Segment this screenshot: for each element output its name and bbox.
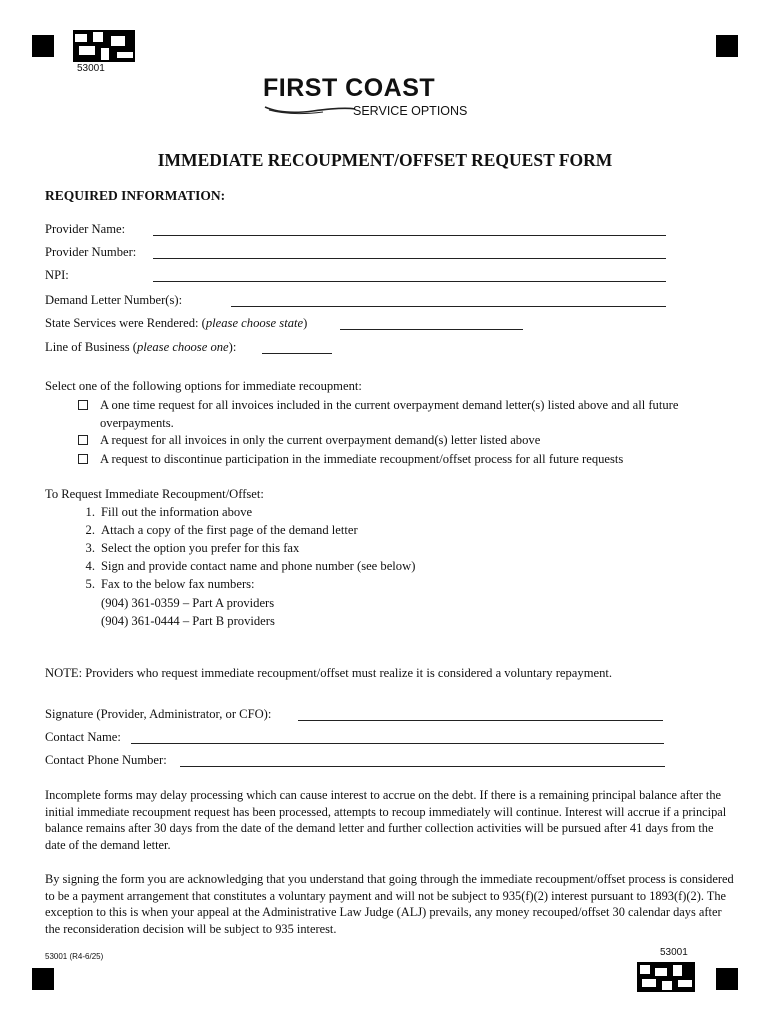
lob-label-italic: please choose one [137,340,229,354]
state-label-prefix: State Services were Rendered: ( [45,316,206,330]
step-2-text: Attach a copy of the first page of the demand letter [101,523,358,537]
provider-name-row [45,220,125,238]
option-3-checkbox[interactable] [78,454,88,464]
demand-letter-label: Demand Letter Number(s): [45,293,183,307]
line-of-business-select[interactable] [262,341,332,354]
fax-part-b: (904) 361-0444 – Part B providers [101,614,275,628]
registration-mark-top-right [716,35,738,57]
state-row [45,314,307,332]
barcode-bottom [637,962,695,992]
option-3-label: A request to discontinue participation in the immediate recoupment/offset process for all future requests [100,452,624,466]
state-label-suffix: ) [303,316,308,330]
form-code-top: 53001 [77,63,105,74]
form-title: IMMEDIATE RECOUPMENT/OFFSET REQUEST FORM [157,150,613,170]
form-code-bottom: 53001 [660,947,688,958]
step-3-text: Select the option you prefer for this fax [101,541,300,555]
line-of-business-row [45,338,236,356]
provider-number-row [45,243,136,261]
provider-name-label: Provider Name: [45,222,126,236]
options-intro: Select one of the following options for immediate recoupment: [45,379,362,393]
demand-letter-field[interactable] [231,294,666,307]
option-2-label: A request for all invoices in only the current overpayment demand(s) letter listed above [100,433,541,447]
step-3-number: 3. [85,541,95,555]
signature-field[interactable] [298,708,663,721]
option-1-label: A one time request for all invoices included in the current overpayment demand letter(s) listed above and all future overpayments. [100,398,679,430]
form-version: 53001 (R4-6/25) [45,952,104,961]
steps-intro: To Request Immediate Recoupment/Offset: [45,487,264,501]
state-label-italic: please choose state [205,316,304,330]
barcode-top [73,30,135,62]
signature-label: Signature (Provider, Administrator, or CFO): [45,707,272,721]
npi-field[interactable] [153,269,666,282]
fax-part-a: (904) 361-0359 – Part A providers [101,596,275,610]
npi-row [45,266,69,284]
required-heading: REQUIRED INFORMATION: [45,188,226,203]
option-2-checkbox[interactable] [78,435,88,445]
contact-phone-label: Contact Phone Number: [45,753,167,767]
registration-mark-bottom-right [716,968,738,990]
option-1-checkbox[interactable] [78,400,88,410]
step-1-number: 1. [85,505,95,519]
contact-name-field[interactable] [131,731,664,744]
logo-first-coast: FIRST COAST [263,74,436,102]
registration-mark-bottom-left [32,968,54,990]
logo-swoosh-icon [263,103,358,117]
provider-number-field[interactable] [153,246,666,259]
logo-service-options: SERVICE OPTIONS [353,104,468,118]
step-2-number: 2. [85,523,95,537]
contact-phone-field[interactable] [180,754,665,767]
npi-label: NPI: [45,268,69,282]
contact-name-label: Contact Name: [45,730,121,744]
step-5-text: Fax to the below fax numbers: [101,577,255,591]
lob-label-prefix: Line of Business ( [45,340,137,354]
acknowledgement-paragraph: By signing the form you are acknowledging that you understand that going through the immediate recoupment/offset process is considered to be a payment arrangement that constitutes a voluntary payment and will not be subject to 935(f)(2) interest pursuant to 1893(f)(2). The exception to this is when your appeal at the Administrative Law Judge (ALJ) prevails, any money recouped/offset 30 calendar days after the reconsideration decision will be subject to 935 interest. [45,872,734,936]
step-4-number: 4. [85,559,95,573]
registration-mark-top-left [32,35,54,57]
provider-number-label: Provider Number: [45,245,137,259]
step-4-text: Sign and provide contact name and phone number (see below) [101,559,416,573]
provider-name-field[interactable] [153,223,666,236]
state-select[interactable] [340,317,523,330]
note-text: NOTE: Providers who request immediate recoupment/offset must realize it is considered a voluntary repayment. [45,666,613,680]
lob-label-suffix: ): [228,340,237,354]
demand-letter-row [45,291,182,309]
incomplete-forms-paragraph: Incomplete forms may delay processing which can cause interest to accrue on the debt. If there is a remaining principal balance after the initial immediate recoupment request has been processed, attempts to recoup immediately will continue. Interest will accrue if a principal balance remains after 30 days from the date of the demand letter and further collection activities will be pursued after 41 days from the date of the demand letter. [45,788,727,852]
step-5-number: 5. [85,577,95,591]
step-1-text: Fill out the information above [101,505,253,519]
